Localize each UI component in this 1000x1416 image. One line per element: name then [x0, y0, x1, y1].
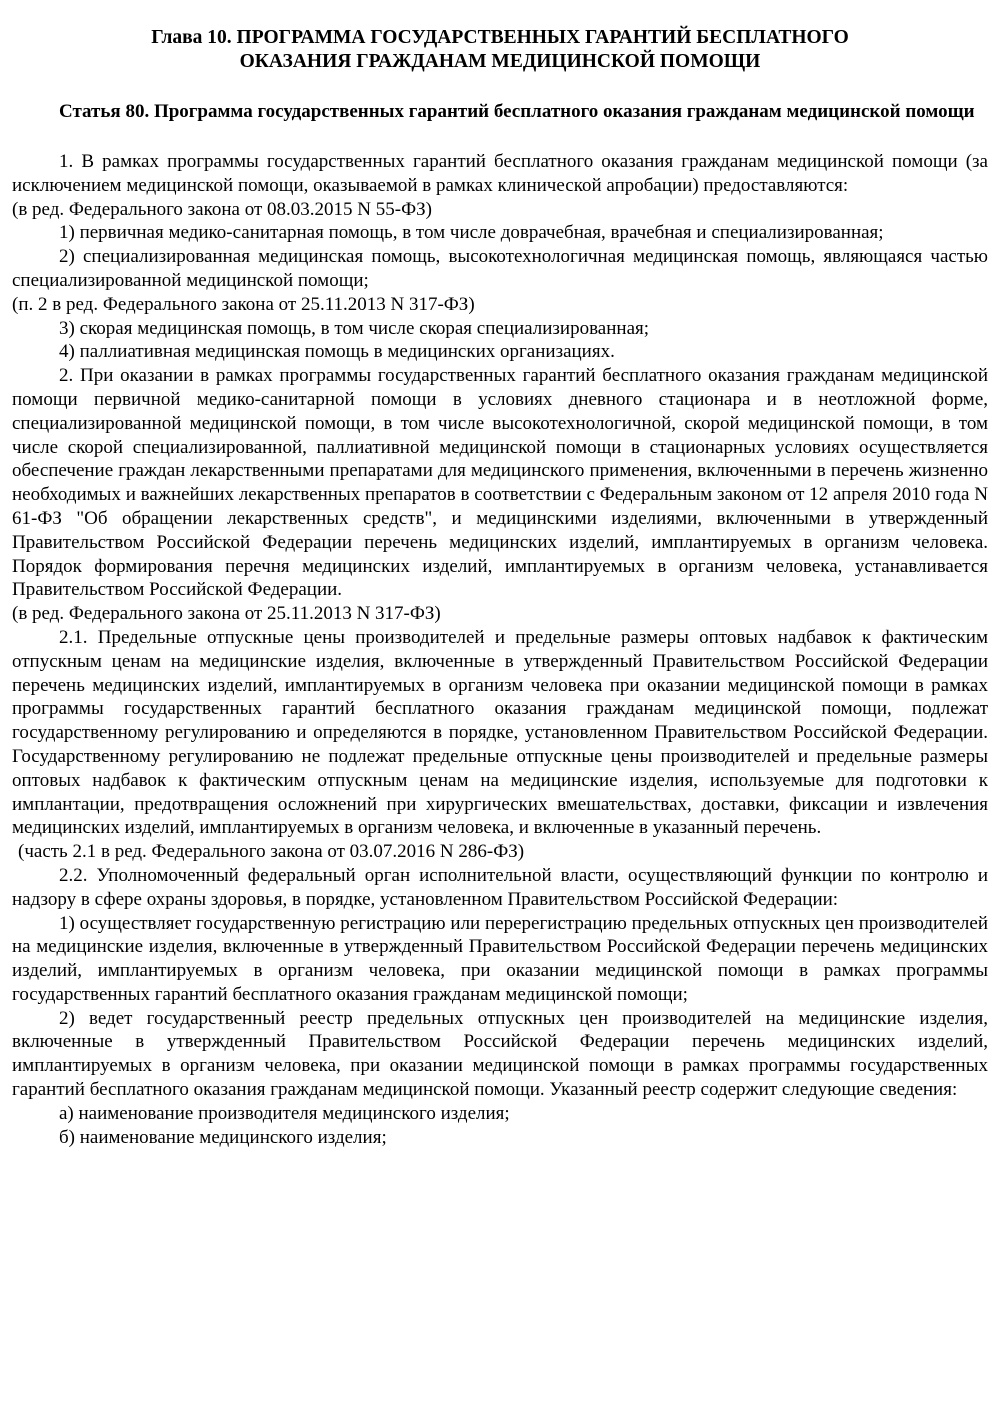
- list-item: 2) ведет государственный реестр предельных отпускных цен производителей на медицинские изделия, включенные в утвержденный Правительством Российской Федерации перечень медицинских изделий, имплантируемых в организм человека, при оказании медицинской помощи в рамках программы государственных гарантий бесплатного оказания гражданам медицинской помощи. Указанный реестр содержит следующие сведения:: [12, 1007, 988, 1101]
- amendment-note: (п. 2 в ред. Федерального закона от 25.11.2013 N 317-ФЗ): [12, 293, 475, 315]
- paragraph-part-2-1: 2.1. Предельные отпускные цены производителей и предельные размеры оптовых надбавок к фактическим отпускным ценам на медицинские изделия, включенные в утвержденный Правительством Российской Федерации перечень медицинских изделий, имплантируемых в организм человека при оказании медицинской помощи в рамках программы государственных гарантий бесплатного оказания гражданам медицинской помощи, подлежат государственному регулированию и определяются в порядке, установленном Правительством Российской Федерации. Государственному регулированию не подлежат предельные отпускные цены производителей и предельные размеры оптовых надбавок к фактическим отпускным ценам на медицинские изделия, используемые для подготовки к имплантации, предотвращения осложнений при хирургических вмешательствах, доставки, фиксации и извлечения медицинских изделий, имплантируемых в организм человека, и включенные в указанный перечень.: [12, 626, 988, 839]
- paragraph-part-2-2: 2.2. Уполномоченный федеральный орган исполнительной власти, осуществляющий функции по контролю и надзору в сфере охраны здоровья, в порядке, установленном Правительством Российской Федерации:: [12, 864, 988, 910]
- list-item: 2) специализированная медицинская помощь, высокотехнологичная медицинская помощь, являющаяся частью специализированной медицинской помощи;: [12, 246, 988, 291]
- amendment-note: (в ред. Федерального закона от 08.03.2015 N 55-ФЗ): [12, 198, 432, 220]
- amendment-note: (в ред. Федерального закона от 25.11.2013 N 317-ФЗ): [12, 603, 441, 625]
- list-item: б) наименование медицинского изделия;: [59, 1126, 387, 1148]
- paragraph-part-1: 1. В рамках программы государственных гарантий бесплатного оказания гражданам медицинской помощи (за исключением медицинской помощи, оказываемой в рамках клинической апробации) предоставляются:: [12, 151, 988, 196]
- article-body: [12, 150, 988, 1149]
- chapter-title: [12, 26, 988, 74]
- list-item: 1) осуществляет государственную регистрацию или перерегистрацию предельных отпускных цен производителей на медицинские изделия, включенные в утвержденный Правительством Российской Федерации перечень медицинских изделий, имплантируемых в организм человека, при оказании медицинской помощи в рамках программы государственных гарантий бесплатного оказания гражданам медицинской помощи;: [12, 912, 988, 1005]
- list-item: 1) первичная медико-санитарная помощь, в том числе доврачебная, врачебная и специализированная;: [59, 222, 884, 244]
- amendment-note: (часть 2.1 в ред. Федерального закона от 03.07.2016 N 286-ФЗ): [18, 841, 525, 863]
- chapter-title-line-1: Глава 10. ПРОГРАММА ГОСУДАРСТВЕННЫХ ГАРАНТИЙ БЕСПЛАТНОГО: [151, 27, 849, 48]
- chapter-title-line-2: ОКАЗАНИЯ ГРАЖДАНАМ МЕДИЦИНСКОЙ ПОМОЩИ: [239, 51, 761, 72]
- article-title: Статья 80. Программа государственных гарантий бесплатного оказания гражданам медицинской помощи: [59, 101, 975, 122]
- list-item: а) наименование производителя медицинского изделия;: [59, 1102, 510, 1124]
- paragraph-part-2: 2. При оказании в рамках программы государственных гарантий бесплатного оказания гражданам медицинской помощи первичной медико-санитарной помощи в условиях дневного стационара и в неотложной форме, специализированной медицинской помощи, в том числе высокотехнологичной, скорой медицинской помощи, в том числе скорой специализированной, паллиативной медицинской помощи в стационарных условиях осуществляется обеспечение граждан лекарственными препаратами для медицинского применения, включенными в перечень жизненно необходимых и важнейших лекарственных препаратов в соответствии с Федеральным законом от 12 апреля 2010 года N 61-ФЗ "Об обращении лекарственных средств", и медицинскими изделиями, включенными в утвержденный Правительством Российской Федерации перечень медицинских изделий, имплантируемых в организм человека. Порядок формирования перечня медицинских изделий, имплантируемых в организм человека, устанавливается Правительством Российской Федерации.: [12, 365, 988, 601]
- list-item: 3) скорая медицинская помощь, в том числе скорая специализированная;: [59, 317, 650, 339]
- list-item: 4) паллиативная медицинская помощь в медицинских организациях.: [59, 341, 615, 363]
